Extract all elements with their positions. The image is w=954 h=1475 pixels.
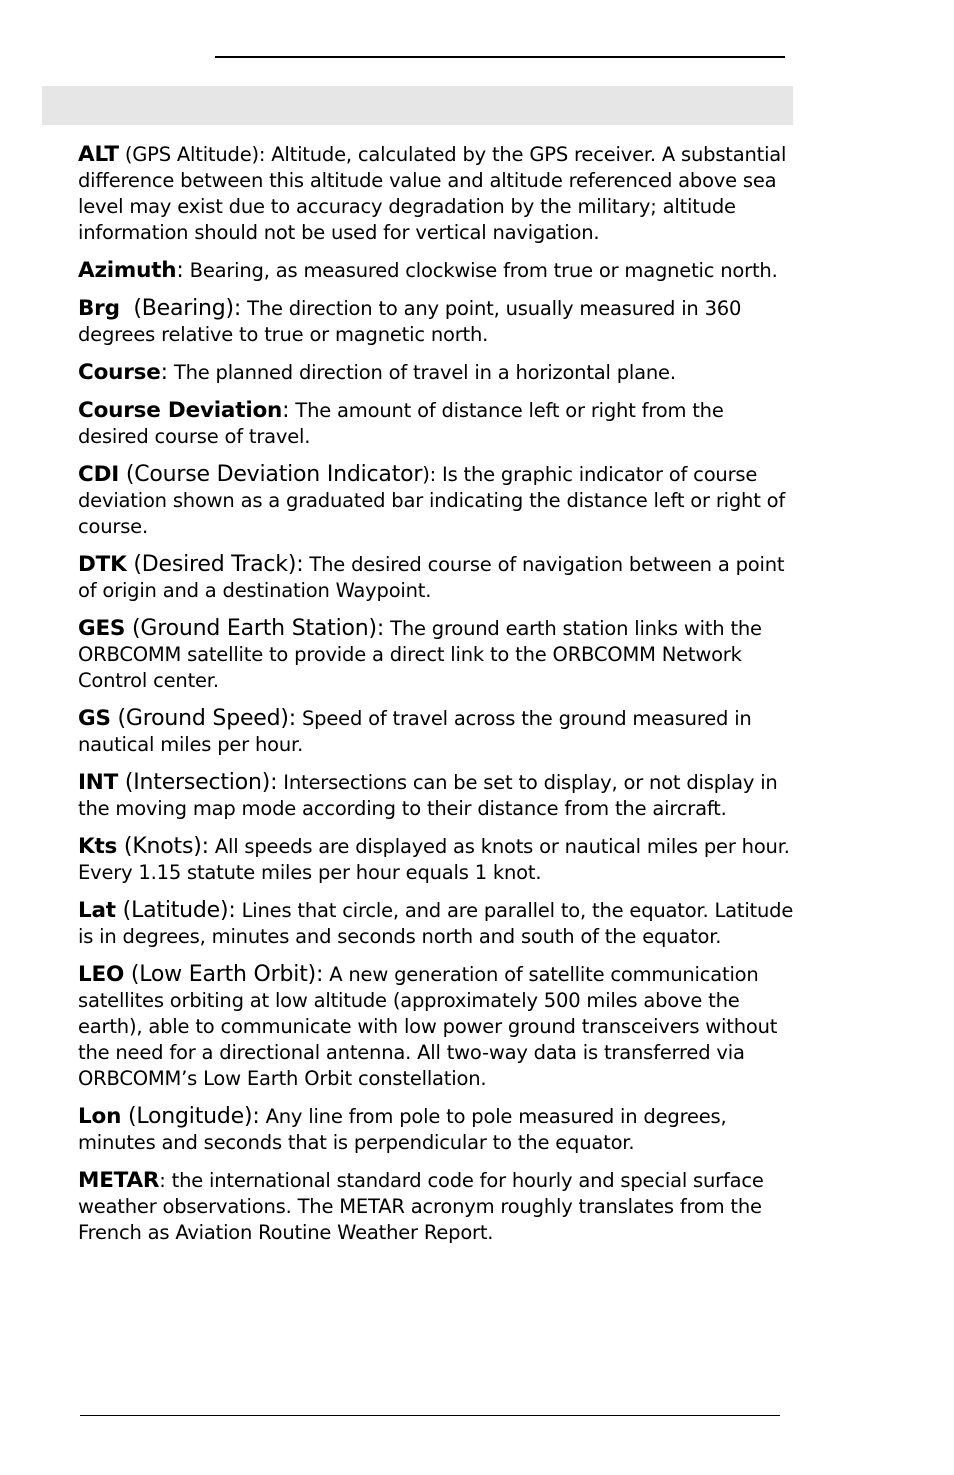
term-lat: Lat	[78, 898, 116, 923]
term-int: INT	[78, 770, 119, 795]
term-dtk: DTK	[78, 552, 127, 577]
term-brg-expansion: (Bearing):	[119, 296, 242, 321]
glossary-entry-lon	[78, 1104, 794, 1156]
definition-gs: Speed of travel across the ground measured in nautical miles per hour.	[78, 707, 752, 756]
glossary-list	[78, 142, 794, 1258]
definition-kts: All speeds are displayed as knots or nautical miles per hour. Every 1.15 statute miles per hour equals 1 knot.	[78, 835, 790, 884]
glossary-entry-gs	[78, 706, 794, 758]
section-header-band	[42, 86, 793, 125]
term-cdi: CDI	[78, 462, 120, 487]
definition-brg: The direction to any point, usually measured in 360 degrees relative to true or magnetic north.	[78, 297, 742, 346]
glossary-entry-leo	[78, 962, 794, 1092]
term-cdi-expansion: (Course Deviation Indicator	[119, 462, 423, 487]
term-lon: Lon	[78, 1104, 122, 1129]
term-ges: GES	[78, 616, 126, 641]
definition-ges: The ground earth station links with the ORBCOMM satellite to provide a direct link to the ORBCOMM Network Control center.	[78, 617, 762, 692]
term-leo: LEO	[78, 962, 125, 987]
glossary-entry-dtk	[78, 552, 794, 604]
glossary-entry-course-deviation	[78, 398, 794, 450]
definition-leo: A new generation of satellite communication satellites orbiting at low altitude (approximately 500 miles above the earth), able to communicate with low power ground transceivers without the need for a directional antenna. All two-way data is transferred via ORBCOMM’s Low Earth Orbit constellation.	[78, 963, 778, 1090]
term-lon-expansion: (Longitude):	[121, 1104, 260, 1129]
definition-lat: Lines that circle, and are parallel to, the equator. Latitude is in degrees, minutes and seconds north and south of the equator.	[78, 899, 794, 948]
term-dtk-expansion: (Desired Track):	[126, 552, 304, 577]
glossary-entry-azimuth	[78, 258, 794, 284]
glossary-entry-brg	[78, 296, 794, 348]
term-course-expansion: :	[160, 360, 168, 385]
term-ges-expansion: (Ground Earth Station):	[125, 616, 385, 641]
term-metar: METAR	[78, 1168, 160, 1193]
glossary-entry-course	[78, 360, 794, 386]
header-rule	[215, 56, 785, 58]
term-int-expansion: (Intersection):	[118, 770, 278, 795]
glossary-entry-lat	[78, 898, 794, 950]
term-gs-expansion: (Ground Speed):	[110, 706, 296, 731]
term-leo-expansion: (Low Earth Orbit):	[124, 962, 324, 987]
definition-int: Intersections can be set to display, or not display in the moving map mode according to their distance from the aircraft.	[78, 771, 778, 820]
definition-dtk: The desired course of navigation between a point of origin and a destination Waypoint.	[78, 553, 785, 602]
term-course-deviation: Course Deviation	[78, 398, 283, 423]
definition-course: The planned direction of travel in a horizontal plane.	[167, 361, 676, 384]
term-brg: Brg	[78, 296, 120, 321]
glossary-entry-int	[78, 770, 794, 822]
definition-alt: (GPS Altitude): Altitude, calculated by the GPS receiver. A substantial difference between this altitude value and altitude referenced above sea level may exist due to accuracy degradation by the military; altitude information should not be used for vertical navigation.	[78, 143, 787, 244]
term-course-deviation-expansion: :	[282, 398, 290, 423]
term-lat-expansion: (Latitude):	[115, 898, 236, 923]
definition-cdi: ): Is the graphic indicator of course deviation shown as a graduated bar indicating the distance left or right of course.	[78, 463, 786, 538]
definition-metar: : the international standard code for hourly and special surface weather observations. The METAR acronym roughly translates from the French as Aviation Routine Weather Report.	[78, 1169, 764, 1244]
definition-lon: Any line from pole to pole measured in degrees, minutes and seconds that is perpendicular to the equator.	[78, 1105, 727, 1154]
term-course: Course	[78, 360, 161, 385]
term-kts-expansion: (Knots):	[117, 834, 209, 859]
term-azimuth-expansion: :	[176, 258, 184, 283]
glossary-entry-kts	[78, 834, 794, 886]
glossary-entry-cdi	[78, 462, 794, 540]
glossary-entry-ges	[78, 616, 794, 694]
glossary-entry-alt	[78, 142, 794, 246]
glossary-entry-metar	[78, 1168, 794, 1246]
term-kts: Kts	[78, 834, 118, 859]
footer-rule	[80, 1415, 780, 1416]
definition-course-deviation: The amount of distance left or right from the desired course of travel.	[78, 399, 724, 448]
definition-azimuth: Bearing, as measured clockwise from true or magnetic north.	[183, 259, 778, 282]
term-azimuth: Azimuth	[78, 258, 177, 283]
term-alt: ALT	[78, 142, 119, 167]
term-gs: GS	[78, 706, 111, 731]
